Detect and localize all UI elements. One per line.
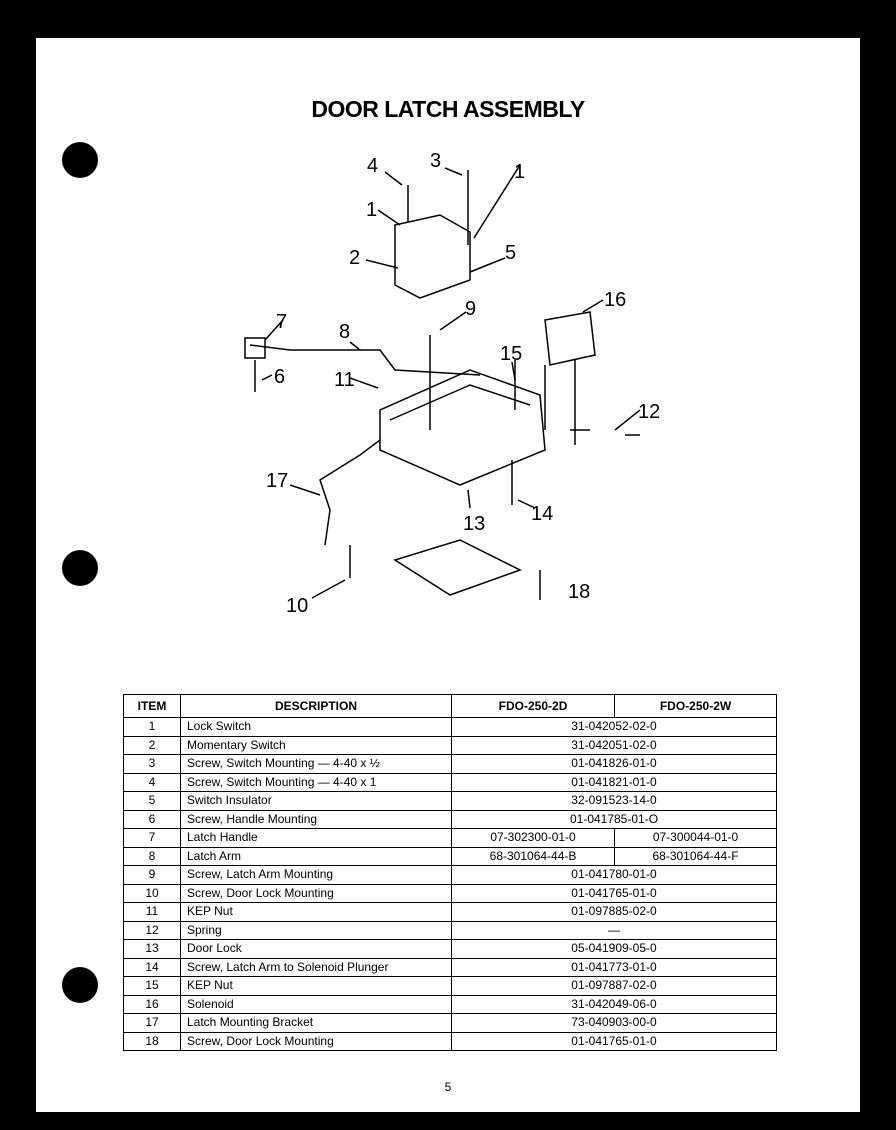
table-row (124, 884, 777, 903)
item-number: 9 (124, 866, 181, 885)
table-row (124, 940, 777, 959)
item-number: 4 (124, 773, 181, 792)
item-description: Solenoid (181, 995, 452, 1014)
callout-18: 18 (568, 581, 591, 603)
item-description: Door Lock (181, 940, 452, 959)
header-model-2w: FDO-250-2W (615, 695, 777, 718)
item-description: Lock Switch (181, 718, 452, 737)
table-row (124, 792, 777, 811)
callout-13: 13 (463, 513, 486, 535)
table-row (124, 1014, 777, 1033)
part-number: 01-041826-01-0 (452, 755, 777, 774)
item-number: 16 (124, 995, 181, 1014)
part-number: 01-041765-01-0 (452, 1032, 777, 1051)
callout-8: 8 (339, 321, 351, 343)
item-number: 13 (124, 940, 181, 959)
part-number: 31-042051-02-0 (452, 736, 777, 755)
part-number-2w: 07-300044-01-0 (615, 829, 777, 848)
header-item: ITEM (124, 695, 181, 718)
item-description: Screw, Switch Mounting — 4-40 x ½ (181, 755, 452, 774)
callout-11: 11 (334, 369, 355, 391)
callout-1: 1 (366, 199, 378, 221)
table-header-row (124, 695, 777, 718)
header-model-2d: FDO-250-2D (452, 695, 615, 718)
part-number: 01-041780-01-0 (452, 866, 777, 885)
item-description: Screw, Latch Arm Mounting (181, 866, 452, 885)
item-number: 18 (124, 1032, 181, 1051)
callout-10: 10 (286, 595, 309, 617)
table-row (124, 736, 777, 755)
item-number: 8 (124, 847, 181, 866)
part-number: 73-040903-00-0 (452, 1014, 777, 1033)
page-number: 5 (444, 1080, 452, 1094)
item-number: 1 (124, 718, 181, 737)
item-description: KEP Nut (181, 977, 452, 996)
item-number: 15 (124, 977, 181, 996)
door-lock-plate (395, 540, 520, 595)
callout-14: 14 (531, 503, 554, 525)
item-number: 3 (124, 755, 181, 774)
part-number-2w: 68-301064-44-F (615, 847, 777, 866)
table-row (124, 810, 777, 829)
part-number: 01-041785-01-O (452, 810, 777, 829)
base-plate (380, 370, 545, 485)
table-row (124, 995, 777, 1014)
part-number: — (452, 921, 777, 940)
callout-4: 4 (367, 155, 379, 177)
part-number: 01-097885-02-0 (452, 903, 777, 922)
item-description: Screw, Door Lock Mounting (181, 1032, 452, 1051)
part-number: 31-042052-02-0 (452, 718, 777, 737)
callout-1: 1 (514, 161, 526, 183)
item-number: 6 (124, 810, 181, 829)
item-description: Switch Insulator (181, 792, 452, 811)
table-row (124, 847, 777, 866)
callout-17: 17 (266, 470, 289, 492)
switch-assembly (395, 215, 470, 298)
item-number: 10 (124, 884, 181, 903)
item-description: Screw, Door Lock Mounting (181, 884, 452, 903)
part-number: 05-041909-05-0 (452, 940, 777, 959)
table-row (124, 903, 777, 922)
part-number: 01-097887-02-0 (452, 977, 777, 996)
callout-12: 12 (638, 401, 661, 423)
item-description: Latch Mounting Bracket (181, 1014, 452, 1033)
item-description: Latch Handle (181, 829, 452, 848)
item-description: KEP Nut (181, 903, 452, 922)
item-number: 5 (124, 792, 181, 811)
callout-2: 2 (349, 247, 361, 269)
part-number: 31-042049-06-0 (452, 995, 777, 1014)
table-row (124, 921, 777, 940)
part-number: 32-091523-14-0 (452, 792, 777, 811)
item-number: 7 (124, 829, 181, 848)
item-description: Screw, Switch Mounting — 4-40 x 1 (181, 773, 452, 792)
item-description: Spring (181, 921, 452, 940)
item-number: 2 (124, 736, 181, 755)
solenoid (545, 312, 595, 365)
callout-7: 7 (276, 311, 288, 333)
latch-handle (245, 338, 265, 358)
part-number-2d: 07-302300-01-0 (452, 829, 615, 848)
item-number: 17 (124, 1014, 181, 1033)
callout-3: 3 (430, 150, 442, 172)
table-row (124, 718, 777, 737)
binder-hole (62, 967, 98, 1003)
callout-5: 5 (505, 242, 517, 264)
item-number: 11 (124, 903, 181, 922)
item-number: 14 (124, 958, 181, 977)
item-description: Momentary Switch (181, 736, 452, 755)
callout-6: 6 (274, 366, 286, 388)
table-row (124, 866, 777, 885)
part-number: 01-041765-01-0 (452, 884, 777, 903)
header-description: DESCRIPTION (181, 695, 452, 718)
table-row (124, 773, 777, 792)
table-row (124, 829, 777, 848)
parts-table (123, 694, 777, 1051)
callout-9: 9 (465, 298, 477, 320)
part-number: 01-041773-01-0 (452, 958, 777, 977)
item-number: 12 (124, 921, 181, 940)
part-number: 01-041821-01-0 (452, 773, 777, 792)
table-row (124, 1032, 777, 1051)
page-title: DOOR LATCH ASSEMBLY (311, 96, 585, 122)
table-row (124, 958, 777, 977)
callout-16: 16 (604, 289, 627, 311)
table-row (124, 755, 777, 774)
item-description: Screw, Handle Mounting (181, 810, 452, 829)
callout-15: 15 (500, 343, 523, 365)
table-row (124, 977, 777, 996)
item-description: Screw, Latch Arm to Solenoid Plunger (181, 958, 452, 977)
part-number-2d: 68-301064-44-B (452, 847, 615, 866)
item-description: Latch Arm (181, 847, 452, 866)
